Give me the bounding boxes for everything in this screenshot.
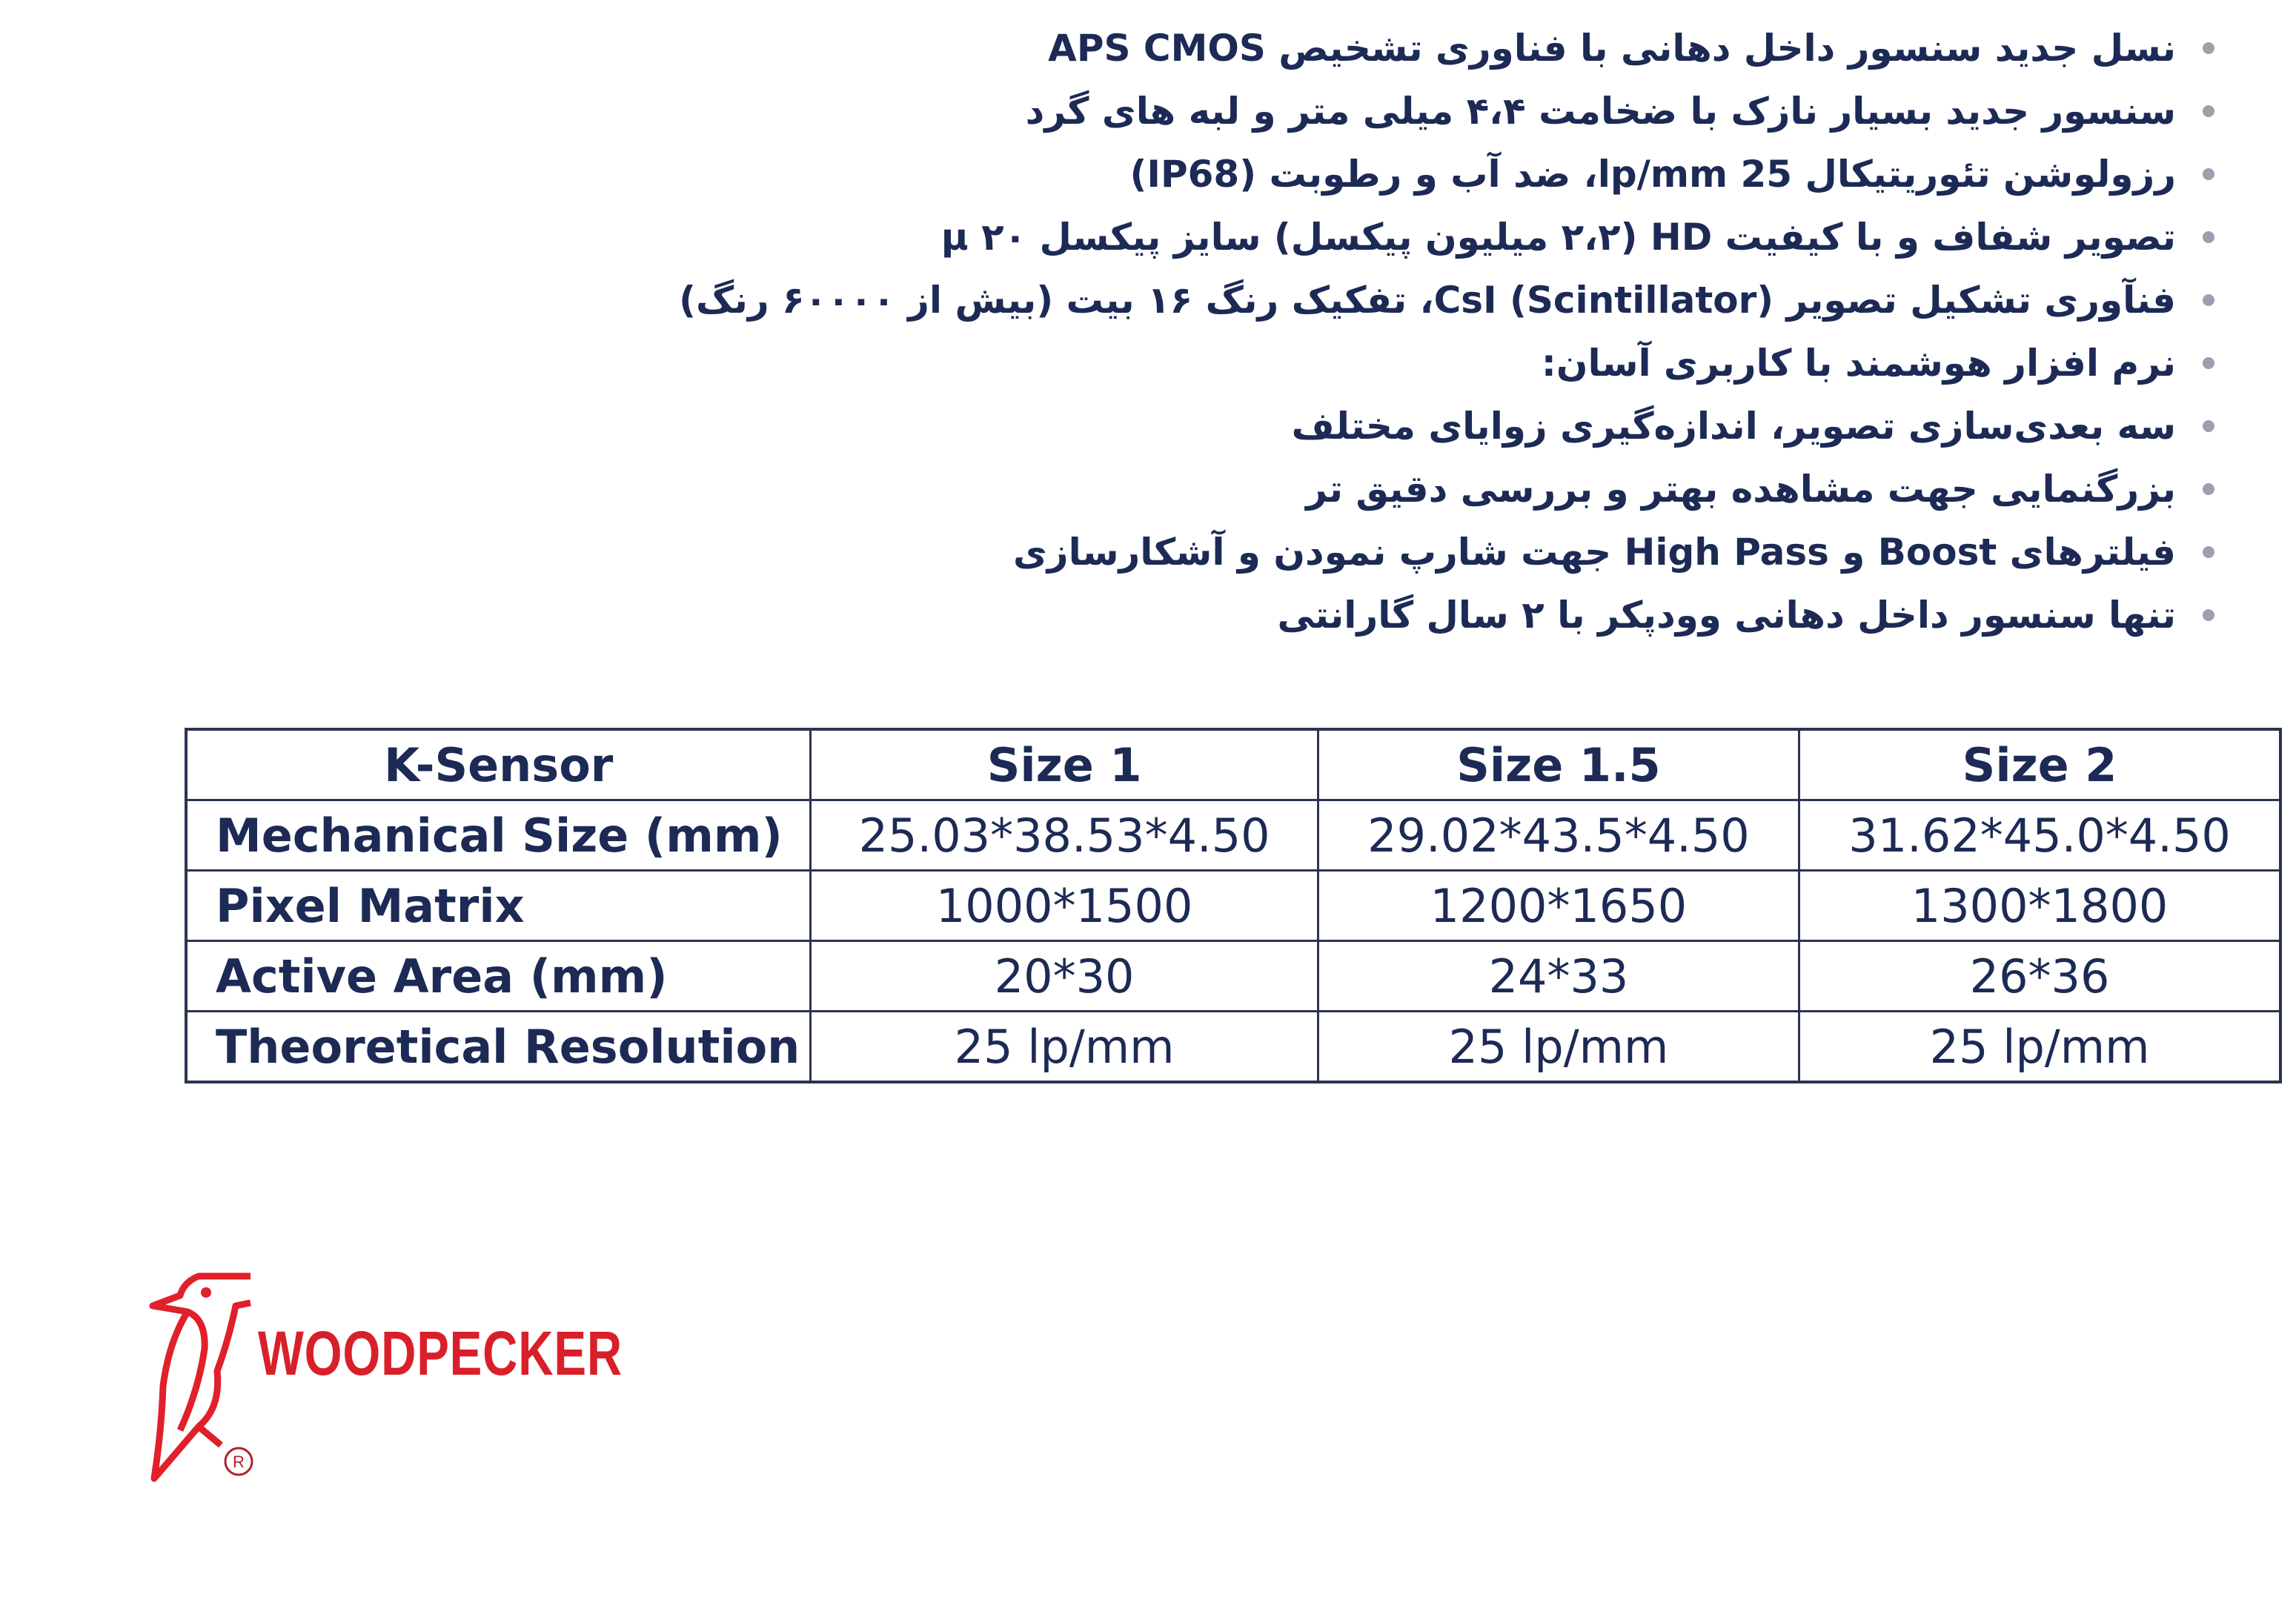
- feature-text: تنها سنسور داخل دهانی وودپکر با ۲ سال گارانتی: [1277, 593, 2176, 637]
- bullet-icon: [2203, 546, 2214, 558]
- header-cell: Size 2: [1799, 729, 2280, 800]
- bullet-icon: [2203, 168, 2214, 180]
- feature-item: [584, 457, 2214, 520]
- table-cell: 24*33: [1318, 941, 1799, 1012]
- bullet-icon: [2203, 231, 2214, 243]
- header-cell: Size 1.5: [1318, 729, 1799, 800]
- bullet-icon: [2203, 105, 2214, 117]
- spec-table: [185, 728, 2282, 1083]
- feature-text: سنسور جدید بسیار نازک با ضخامت ۴،۴ میلی متر و لبه های گرد: [1025, 89, 2176, 133]
- woodpecker-logo: [147, 1260, 623, 1482]
- bullet-icon: [2203, 420, 2214, 432]
- table-cell: 26*36: [1799, 941, 2280, 1012]
- header-cell: Size 1: [811, 729, 1318, 800]
- table-cell: 31.62*45.0*4.50: [1799, 800, 2280, 871]
- table-cell: 29.02*43.5*4.50: [1318, 800, 1799, 871]
- row-label: Mechanical Size (mm): [186, 800, 811, 871]
- table-cell: 1300*1800: [1799, 871, 2280, 941]
- feature-text: نرم افزار هوشمند با کاربری آسان:: [1541, 341, 2176, 385]
- bullet-icon: [2203, 357, 2214, 369]
- feature-text: سه بعدی‌سازی تصویر، اندازه‌گیری زوایای مختلف: [1291, 404, 2176, 448]
- table-cell: 1000*1500: [811, 871, 1318, 941]
- feature-text: تصویر شفاف و با کیفیت HD (۲،۲ میلیون پیکسل) سایز پیکسل ۲۰ μ: [940, 215, 2176, 259]
- feature-item: [584, 16, 2214, 79]
- table-header-row: [186, 729, 2280, 800]
- feature-item: [584, 205, 2214, 268]
- feature-item: [584, 268, 2214, 331]
- logo-text: WOODPECKER: [258, 1318, 623, 1388]
- bullet-icon: [2203, 483, 2214, 495]
- table-cell: 1200*1650: [1318, 871, 1799, 941]
- feature-item: [584, 520, 2214, 583]
- feature-item: [584, 331, 2214, 394]
- feature-text: بزرگنمایی جهت مشاهده بهتر و بررسی دقیق تر: [1306, 467, 2176, 511]
- feature-text: فیلترهای Boost و High Pass جهت شارپ نمودن و آشکارسازی: [1012, 530, 2176, 574]
- row-label: Active Area (mm): [186, 941, 811, 1012]
- svg-text:R: R: [233, 1453, 245, 1471]
- table-row: [186, 800, 2280, 871]
- row-label: Theoretical Resolution: [186, 1012, 811, 1083]
- bullet-icon: [2203, 294, 2214, 306]
- feature-list: [584, 16, 2214, 646]
- bullet-icon: [2203, 609, 2214, 621]
- table-cell: 25 lp/mm: [1799, 1012, 2280, 1083]
- table-cell: 25.03*38.53*4.50: [811, 800, 1318, 871]
- registered-mark-icon: [222, 1445, 255, 1478]
- table-cell: 20*30: [811, 941, 1318, 1012]
- header-cell: K-Sensor: [186, 729, 811, 800]
- feature-text: فنآوری تشکیل تصویر (Scintillator) CsI، تفکیک رنگ ۱۶ بیت (بیش از ۶۰۰۰۰ رنگ): [679, 278, 2176, 322]
- feature-item: [584, 394, 2214, 457]
- feature-text: رزولوشن تئوریتیکال 25 lp/mm، ضد آب و رطوبت (IP68): [1129, 152, 2176, 196]
- table-cell: 25 lp/mm: [811, 1012, 1318, 1083]
- table-row: [186, 871, 2280, 941]
- row-label: Pixel Matrix: [186, 871, 811, 941]
- feature-item: [584, 142, 2214, 205]
- feature-item: [584, 583, 2214, 646]
- feature-text: نسل جدید سنسور داخل دهانی با فناوری تشخیص APS CMOS: [1048, 26, 2176, 70]
- bullet-icon: [2203, 42, 2214, 54]
- table-row: [186, 941, 2280, 1012]
- table-cell: 25 lp/mm: [1318, 1012, 1799, 1083]
- feature-item: [584, 79, 2214, 142]
- table-row: [186, 1012, 2280, 1083]
